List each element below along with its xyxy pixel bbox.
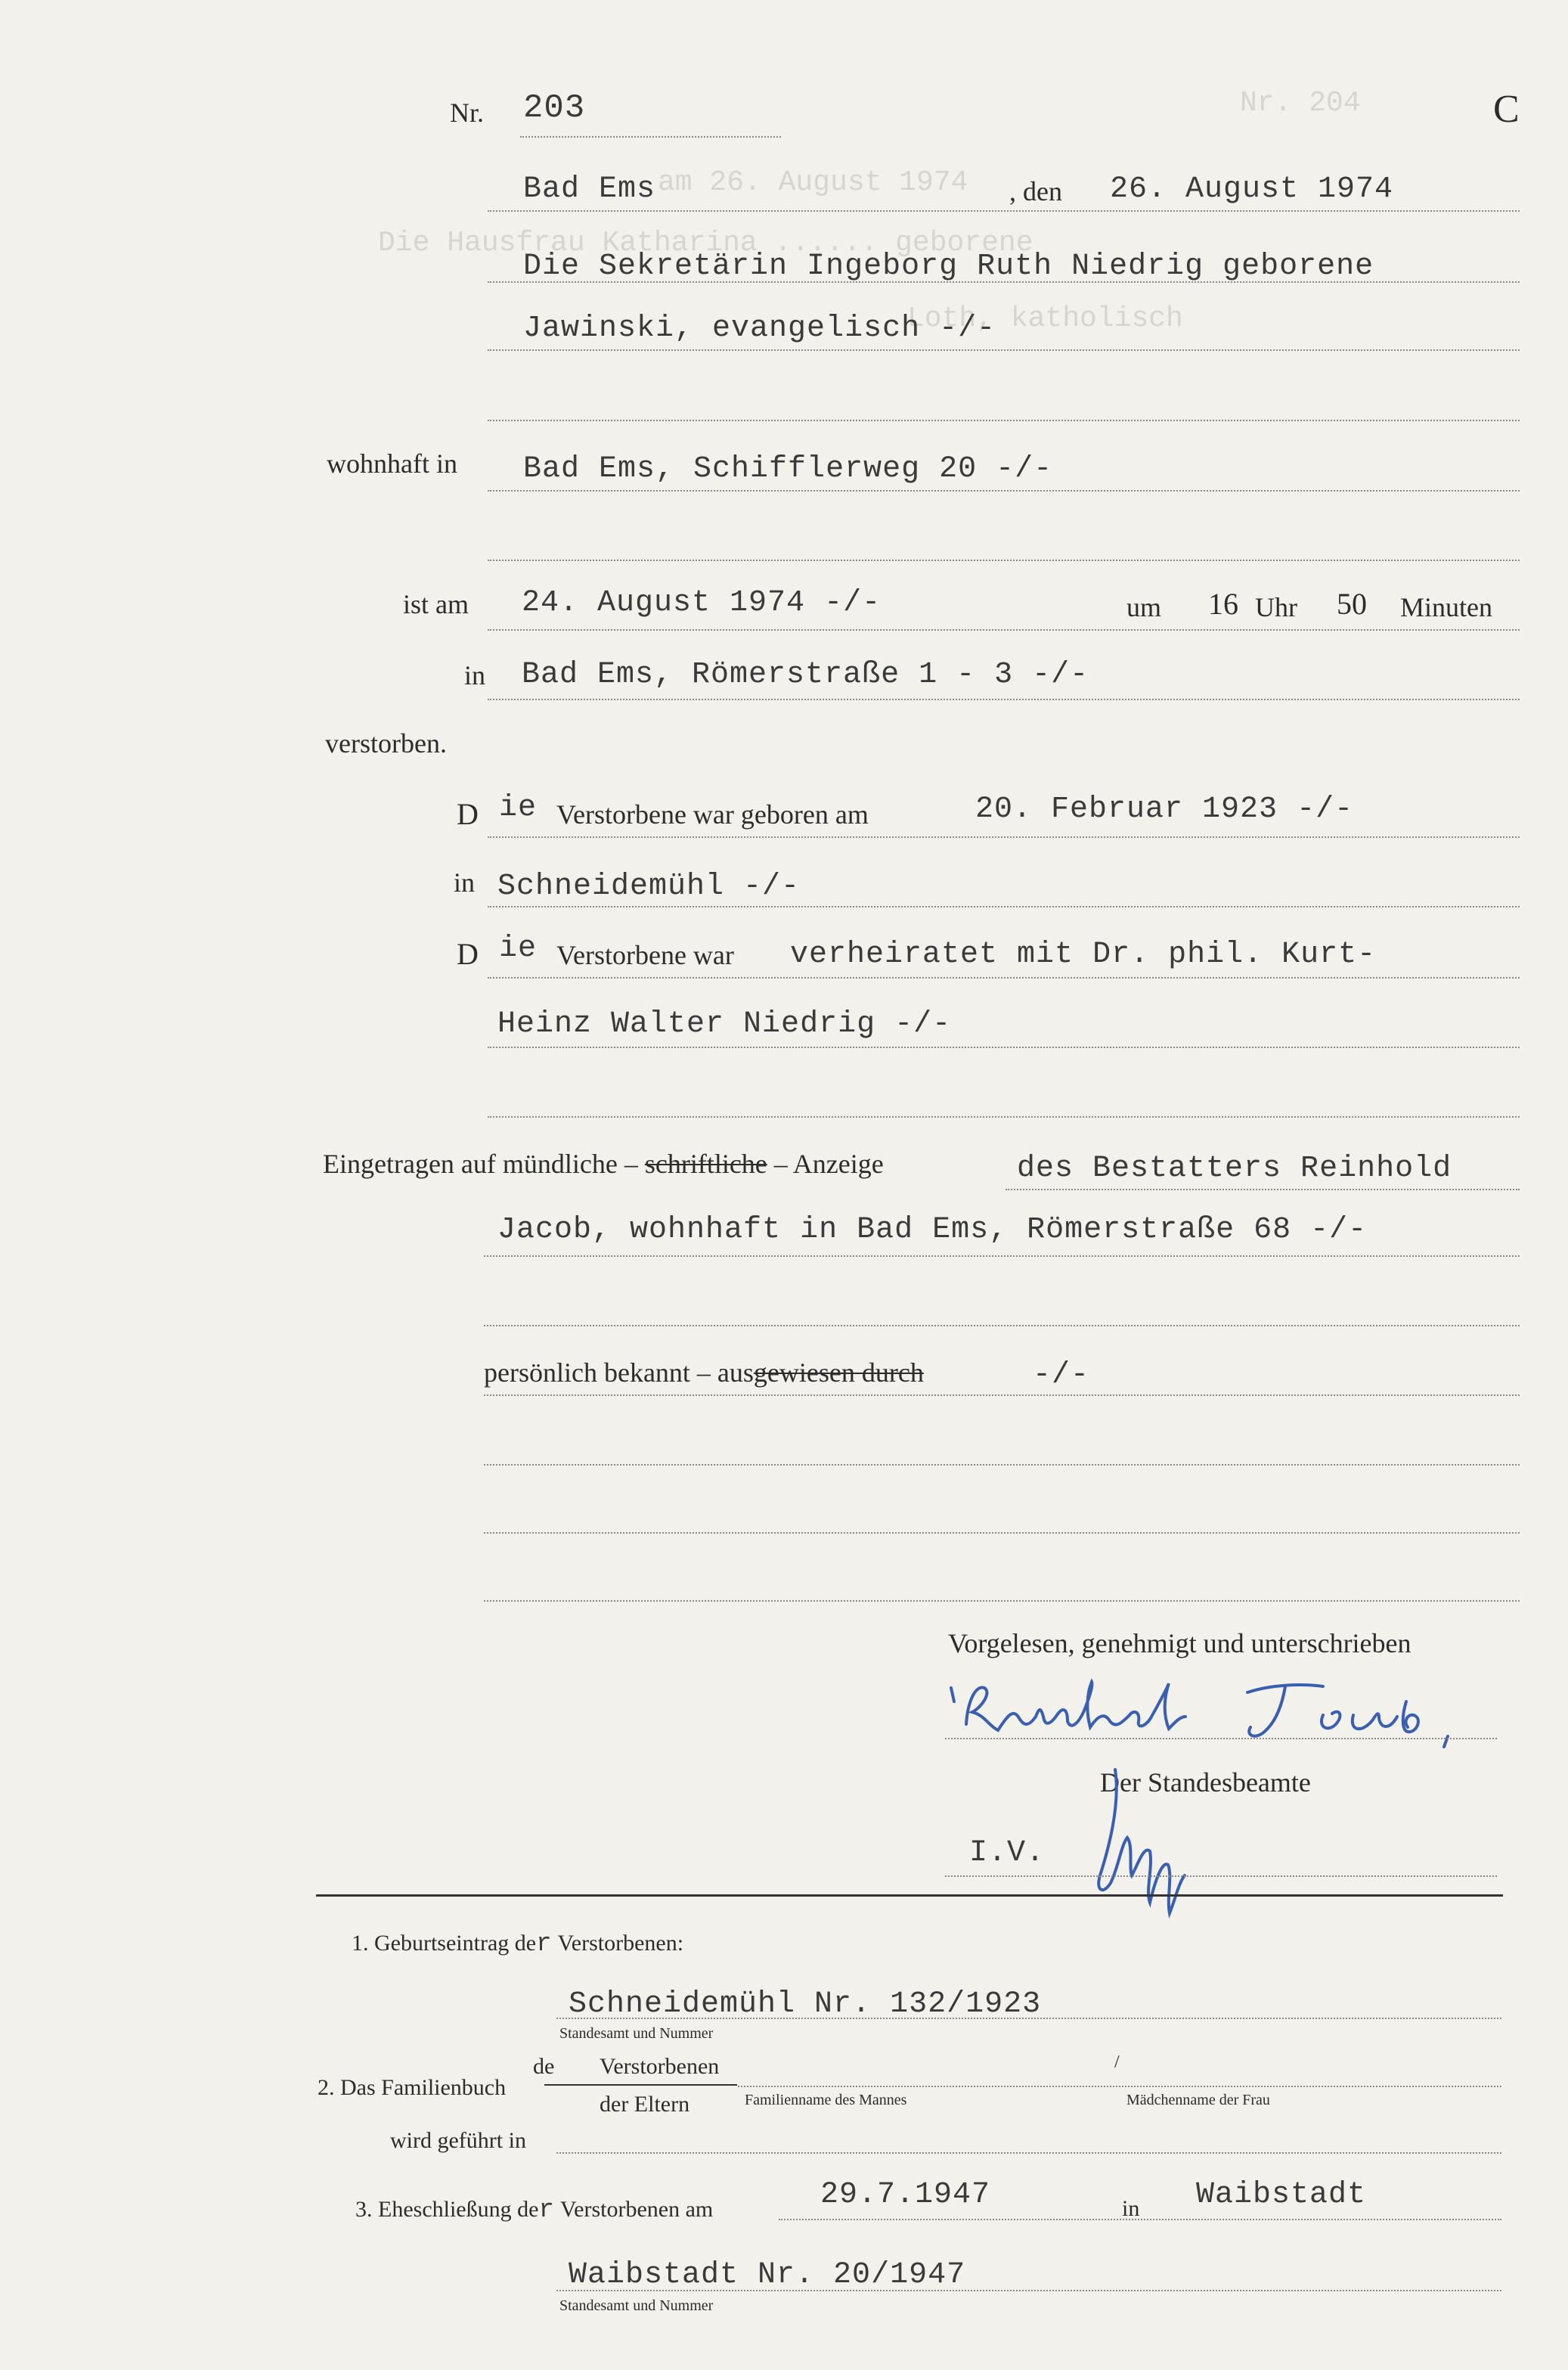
residence-value: Bad Ems, Schifflerweg 20 -/- [523,452,1053,486]
deceased-line-2: Jawinski, evangelisch -/- [523,312,996,346]
marriage-label: 3. Eheschließung der Verstorbenen am [355,2196,714,2225]
marital-line-1: verheiratet mit Dr. phil. Kurt- [790,938,1377,972]
entry-number: 203 [523,89,586,127]
birth-prefix: D [457,797,479,831]
section-divider [316,1894,1503,1897]
marital-gender-suffix: ie [499,932,538,966]
verstorben-label: verstorben. [325,728,447,758]
death-date-label: ist am [403,589,469,619]
death-hour: 16 [1208,587,1238,621]
den-label: , den [1009,176,1062,206]
registrar-title: Der Standesbeamte [1100,1767,1311,1798]
registration-label: Eingetragen auf mündliche – schriftliche – Anzeige [323,1149,884,1179]
marital-line-2: Heinz Walter Niedrig -/- [497,1007,952,1041]
death-place: Bad Ems, Römerstraße 1 - 3 -/- [522,658,1089,692]
identity-value: -/- [1033,1358,1090,1392]
informant-line-1: des Bestatters Reinhold [1017,1152,1452,1186]
marriage-place: Waibstadt [1196,2178,1367,2212]
birth-place: Schneidemühl -/- [497,870,801,904]
informant-signature [945,1671,1489,1754]
registrar-signature [1085,1762,1198,1921]
um-label: um [1126,592,1162,622]
family-book-parents: der Eltern [600,2092,690,2117]
birth-entry-value: Schneidemühl Nr. 132/1923 [569,1987,1042,2021]
marital-prefix: D [457,937,479,971]
registry-place: Bad Ems [523,172,656,206]
family-book-rule [544,2084,737,2086]
birth-entry-label: 1. Geburtseintrag der Verstorbenen: [352,1930,684,1959]
birth-date: 20. Februar 1923 -/- [975,793,1354,827]
marriage-entry-value: Waibstadt Nr. 20/1947 [569,2258,966,2292]
entry-number-label: Nr. [450,98,484,128]
birth-entry-caption: Standesamt und Nummer [559,2025,714,2042]
marriage-entry-caption: Standesamt und Nummer [559,2297,714,2314]
bleed-through-text: Nr. 204 [1240,87,1361,119]
bleed-through-text: Die Hausfrau Katharina ...... geborene [378,227,1033,259]
birth-place-label: in [454,867,476,898]
marriage-in-label: in [1122,2196,1140,2221]
registry-date: 26. August 1974 [1110,172,1394,206]
family-book-deceased: Verstorbenen [600,2054,720,2079]
register-letter: C [1493,88,1520,131]
birth-gender-suffix: ie [499,791,538,825]
death-place-label: in [464,660,486,690]
residence-label: wohnhaft in [327,448,457,479]
family-book-caption-woman: Mädchenname der Frau [1126,2092,1270,2108]
marriage-date: 29.7.1947 [820,2178,991,2212]
death-date: 24. August 1974 -/- [522,586,882,620]
birth-label: Verstorbene war geboren am [556,799,869,830]
read-approved-label: Vorgelesen, genehmigt und unterschrieben [948,1628,1412,1658]
deceased-line-1: Die Sekretärin Ingeborg Ruth Niedrig geborene [523,250,1374,284]
identity-label: persönlich bekannt – ausgewiesen durch [484,1357,924,1388]
death-minutes: 50 [1337,587,1367,621]
family-book-label: 2. Das Familienbuch [318,2075,507,2100]
marital-label: Verstorbene war [556,940,734,970]
family-book-de: de [533,2054,555,2079]
bleed-through-text: am 26. August 1974 [658,166,968,199]
iv-label: I.V. [969,1836,1046,1870]
family-book-kept-label: wird geführt in [390,2128,526,2153]
family-book-caption-man: Familienname des Mannes [745,2092,907,2108]
bleed-through-text: Loth, katholisch [907,302,1183,335]
informant-line-2: Jacob, wohnhaft in Bad Ems, Römerstraße 68 -/- [497,1213,1368,1247]
minuten-label: Minuten [1400,592,1492,622]
uhr-label: Uhr [1255,592,1297,622]
family-book-slash: / [1114,2052,1120,2072]
